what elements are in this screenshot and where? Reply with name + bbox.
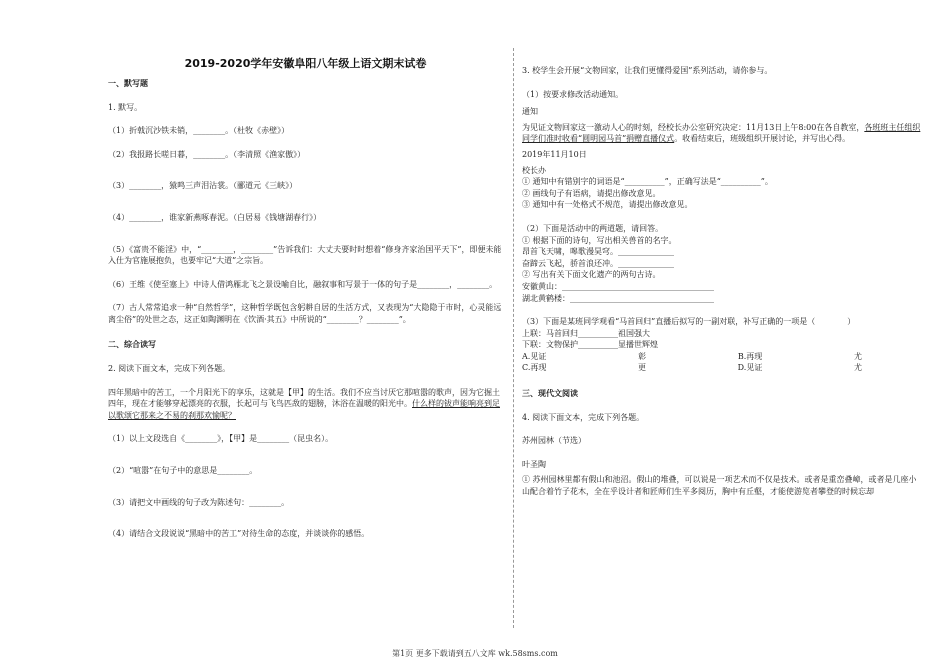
question-4-head: 4. 阅读下面文本，完成下列各题。 bbox=[522, 412, 645, 422]
notice-title: 通知 bbox=[522, 107, 538, 117]
exam-title: 2019-2020学年安徽阜阳八年级上语文期末试卷 bbox=[184, 57, 427, 70]
q2-item-3: （3）请把文中画线的句子改为陈述句：________。 bbox=[108, 497, 290, 507]
q3-2-item-5: 安徽黄山：______________________________________ bbox=[522, 281, 714, 291]
section-heading-1: 一、默写题 bbox=[108, 78, 148, 88]
left-column bbox=[108, 52, 503, 540]
couplet-lower: 下联：文物保护__________显播世辉煌 bbox=[522, 340, 658, 350]
option-a-char: 彰 bbox=[638, 351, 647, 361]
option-d-char: 尤 bbox=[853, 363, 862, 373]
option-a: A.见证 bbox=[522, 351, 547, 361]
q3-part-3: （3）下面是某班同学观看“马首回归”直播后拟写的一副对联，补写正确的一项是（ ） bbox=[522, 317, 856, 327]
option-d: D.见证 bbox=[737, 363, 763, 373]
q3-1-item-2: ② 画线句子有语病，请提出修改意见。 bbox=[522, 188, 661, 198]
article-author: 叶圣陶 bbox=[522, 459, 546, 469]
notice-sign: 校长办 bbox=[522, 165, 546, 175]
notice-text-c: 。收看结束后，班级组织开展讨论，并写出心得。 bbox=[674, 134, 851, 144]
right-column bbox=[522, 65, 922, 498]
notice-text-a: 为见证文物回家这一激动人心的时刻，经校长办公室研究决定：11月13日上午8:00在各自教室， bbox=[522, 122, 865, 132]
option-c: C.再现 bbox=[522, 363, 547, 373]
q2-underlined-sentence: 什么样的钹声能响亮到足以歌颂它那来之不易的刹那欢愉呢？ bbox=[108, 399, 500, 420]
q1-item-2: （2）我报路长嗟日暮，________。（李清照《渔家傲》） bbox=[108, 149, 306, 159]
notice-body bbox=[522, 122, 922, 145]
q1-item-6: （6）王维《使至塞上》中诗人借鸿雁北飞之景设喻自比，融叙事和写景于一体的句子是________，________。 bbox=[108, 279, 498, 289]
q1-item-5: （5）《富贵不能淫》中，“________，________”告诉我们：大丈夫要时时想着“修身齐家治国平天下”，即便未能入仕为官施展抱负，也要牢记“大道”之宗旨。 bbox=[108, 244, 502, 266]
question-3-head: 3. 校学生会开展“文物回家，让我们更懂得爱国”系列活动，请你参与。 bbox=[522, 66, 773, 75]
q3-part-1: （1）按要求修改活动通知。 bbox=[522, 89, 624, 99]
section-heading-3: 三、现代文阅读 bbox=[522, 389, 578, 399]
article-title: 苏州园林（节选） bbox=[522, 436, 586, 446]
notice-underlined: 各班班主任组织同学们准时收看“圆明园马首”捐赠直播仪式 bbox=[522, 122, 921, 144]
question-2-head: 2. 阅读下面文本，完成下列各题。 bbox=[108, 364, 231, 374]
option-b: B.再现 bbox=[737, 351, 763, 361]
option-b-char: 尤 bbox=[854, 351, 862, 361]
column-divider bbox=[513, 48, 514, 628]
q3-part-2: （2）下面是活动中的两道题，请回答。 bbox=[522, 223, 664, 233]
q1-item-4: （4）________，谁家新燕啄春泥。（白居易《钱塘湖春行》） bbox=[108, 212, 322, 222]
option-c-char: 更 bbox=[638, 363, 647, 373]
q3-2-item-4: ② 写出有关下面文化遗产的两句古诗。 bbox=[522, 270, 661, 280]
question-1-head: 1. 默写。 bbox=[108, 102, 143, 112]
q3-2-item-3: 奋蹄云飞起，骄首浪还冲。______________ bbox=[522, 258, 674, 268]
q1-item-3: （3）________，猿鸣三声泪沾裳。（郦道元《三峡》） bbox=[108, 181, 298, 191]
page-footer: 第1页 更多下载请到五八文库 wk.58sms.com bbox=[392, 649, 558, 658]
couplet-upper: 上联：马首回归__________祖国强大 bbox=[522, 328, 650, 338]
notice-date: 2019年11月10日 bbox=[522, 149, 587, 159]
q3-2-item-2: 昂首飞天啸，嗥歌漫昊穹。______________ bbox=[522, 247, 674, 257]
q3-1-item-1: ① 通知中有错别字的词语是“__________”，正确写法是“__________”。 bbox=[522, 177, 773, 187]
q1-item-7: （7）古人常常追求一种“自然哲学”，这种哲学既包含躬耕自居的生活方式，又表现为“大隐隐于市时，心灵能远离尘俗”的处世之态，这正如陶渊明在《饮酒·其五》中所说的“________？________”。 bbox=[108, 303, 502, 324]
section-heading-2: 二、综合读写 bbox=[108, 340, 156, 350]
options-row-1 bbox=[522, 351, 862, 363]
q3-2-item-6: 湖北黄鹤楼：____________________________________ bbox=[522, 293, 714, 303]
q3-2-item-1: ① 根据下面的诗句，写出相关兽首的名字。 bbox=[522, 235, 677, 245]
q2-item-2: （2）“喧嚣”在句子中的意思是________。 bbox=[108, 466, 258, 476]
q3-1-item-3: ③ 通知中有一处格式不规范，请提出修改意见。 bbox=[522, 200, 693, 210]
q1-item-1: （1）折戟沉沙铁未销，________。（杜牧《赤壁》） bbox=[108, 126, 290, 136]
article-paragraph-1: ① 苏州园林里都有假山和池沼。假山的堆叠，可以说是一项艺术而不仅是技术。或者是重峦叠嶂，或者是几座小山配合着竹子花木，全在乎设计者和匠师们生平多阅历，胸中有丘壑，才能使游览者攀登的时候忘却 bbox=[522, 475, 917, 497]
q2-passage-text: 四年黑暗中的苦工，一个月阳光下的享乐，这就是【甲】的生活。我们不应当讨厌它那喧嚣的歌声，因为它掘土四年，现在才能够穿起漂亮的衣服，长起可与飞鸟匹敌的翅膀，沐浴在温暖的阳光中。 bbox=[108, 387, 500, 409]
q2-item-1: （1）以上文段选自《________》，【甲】是________（昆虫名）。 bbox=[108, 434, 334, 444]
options-row-2 bbox=[522, 362, 862, 374]
q2-passage bbox=[108, 387, 503, 422]
q2-item-4: （4）请结合文段说说“黑暗中的苦工”对待生命的态度，并谈谈你的感悟。 bbox=[108, 529, 370, 539]
